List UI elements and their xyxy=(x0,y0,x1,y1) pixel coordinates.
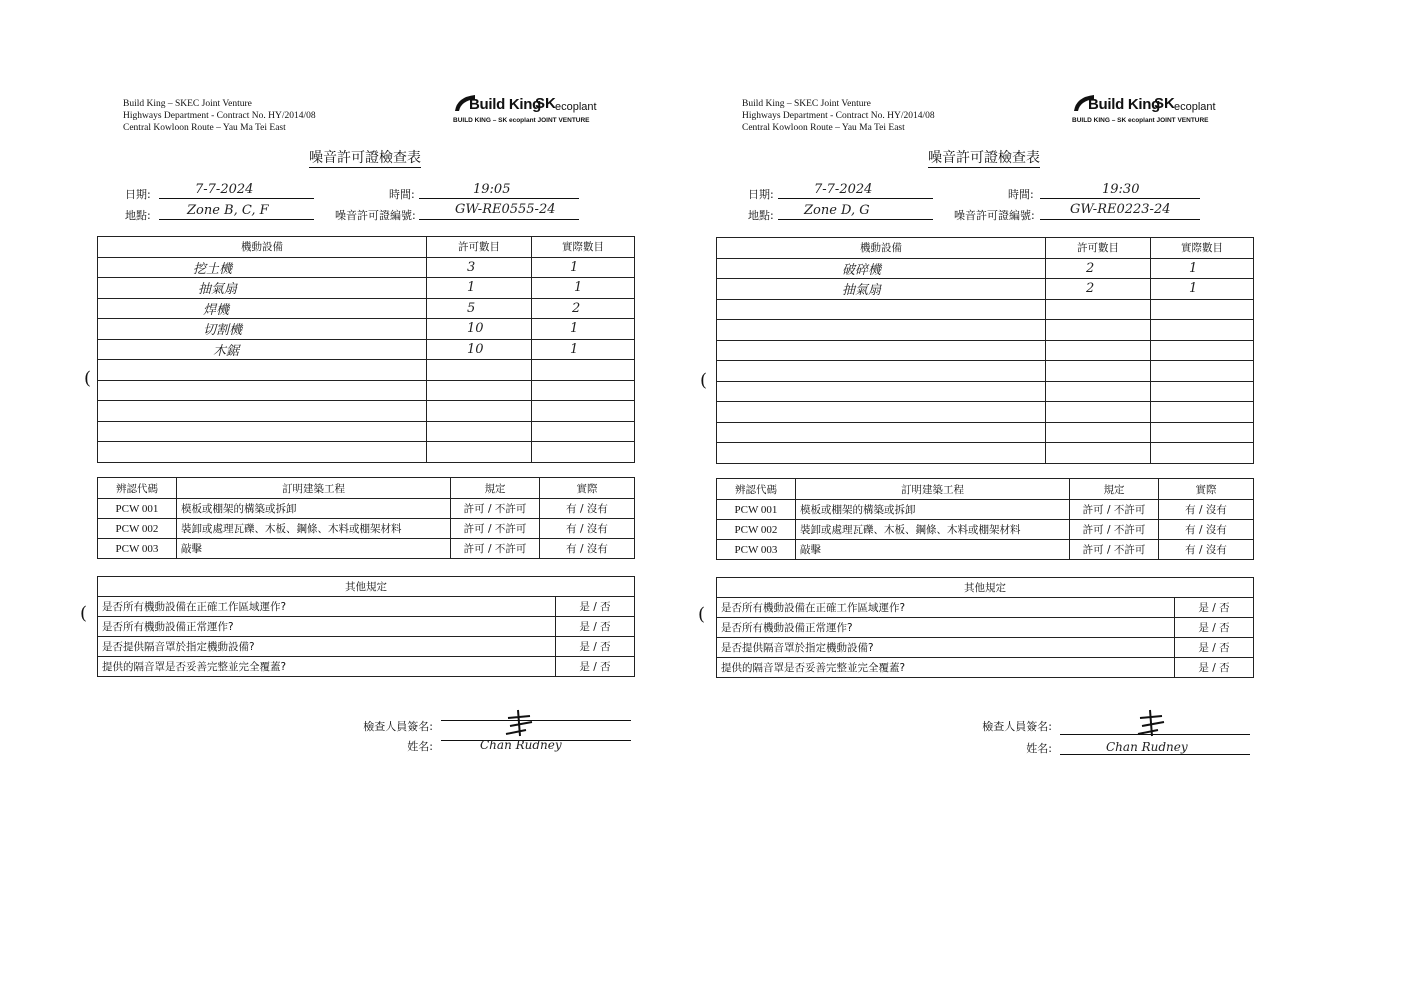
header-line-2: Highways Department - Contract No. HY/2014/08 xyxy=(742,111,935,121)
time-value: 19:05 xyxy=(473,182,511,197)
table-row xyxy=(98,360,635,381)
col-permitted: 許可數目 xyxy=(427,237,532,258)
table-row xyxy=(717,320,1254,341)
name-label: 姓名: xyxy=(407,740,433,753)
permit-label: 噪音許可證編號: xyxy=(954,209,1035,222)
equipment-table xyxy=(716,237,1254,464)
table-row xyxy=(98,421,635,442)
table-row: 是否所有機動設備在正確工作區域運作? 是 / 否 xyxy=(717,598,1254,618)
col-code: 辨認代碼 xyxy=(717,479,796,500)
table-row: 是否所有機動設備正常運作? 是 / 否 xyxy=(98,617,635,637)
pcw-header-row xyxy=(717,479,1254,500)
col-rule: 規定 xyxy=(1070,479,1159,500)
col-equipment: 機動設備 xyxy=(98,237,427,258)
col-real: 實際 xyxy=(540,478,635,499)
header-line-1: Build King – SKEC Joint Venture xyxy=(742,99,871,109)
checklist-form-1 xyxy=(95,0,655,993)
signature-mark-icon xyxy=(1132,708,1172,738)
col-rule: 規定 xyxy=(451,478,540,499)
col-permitted: 許可數目 xyxy=(1046,238,1151,259)
header-line-2: Highways Department - Contract No. HY/2014/08 xyxy=(123,111,316,121)
col-work: 訂明建築工程 xyxy=(177,478,451,499)
col-equipment: 機動設備 xyxy=(717,238,1046,259)
name-line xyxy=(1060,754,1250,755)
table-row: 是否所有機動設備在正確工作區域運作? 是 / 否 xyxy=(98,597,635,617)
other-title: 其他規定 xyxy=(98,577,635,597)
table-row: 木鋸 10 1 xyxy=(98,339,635,360)
table-row: 焊機 5 2 xyxy=(98,298,635,319)
table-row: PCW 003 敲擊 許可 / 不許可 有 / 沒有 xyxy=(98,539,635,559)
company-header xyxy=(742,98,935,134)
header-line-3: Central Kowloon Route – Yau Ma Tei East xyxy=(742,123,905,133)
table-row: PCW 002 裝卸或處理瓦礫、木板、鋼條、木料或棚架材料 許可 / 不許可 有 / 沒有 xyxy=(98,519,635,539)
table-row xyxy=(717,381,1254,402)
punch-mark-icon: ( xyxy=(80,603,88,624)
date-value: 7-7-2024 xyxy=(195,182,254,197)
time-label: 時間: xyxy=(1008,188,1034,201)
col-code: 辨認代碼 xyxy=(98,478,177,499)
table-row: PCW 001 模板或棚架的構築或拆卸 許可 / 不許可 有 / 沒有 xyxy=(98,499,635,519)
time-label: 時間: xyxy=(389,188,415,201)
table-row: 挖土機 3 1 xyxy=(98,257,635,278)
table-row xyxy=(717,422,1254,443)
col-actual: 實際數目 xyxy=(1151,238,1254,259)
other-title: 其他規定 xyxy=(717,578,1254,598)
table-row: 是否所有機動設備正常運作? 是 / 否 xyxy=(717,618,1254,638)
header-line-3: Central Kowloon Route – Yau Ma Tei East xyxy=(123,123,286,133)
table-row: PCW 003 敲擊 許可 / 不許可 有 / 沒有 xyxy=(717,540,1254,560)
table-row: 切割機 10 1 xyxy=(98,319,635,340)
build-king-logo: Build King SK ecoplant BUILD KING – SK ecoplant JOINT VENTURE xyxy=(453,95,597,124)
permit-value: GW-RE0555-24 xyxy=(455,202,556,217)
location-value: Zone B, C, F xyxy=(187,203,269,218)
other-header-row xyxy=(98,577,635,597)
name-label: 姓名: xyxy=(1026,742,1052,755)
col-work: 訂明建築工程 xyxy=(796,479,1070,500)
col-actual: 實際數目 xyxy=(532,237,635,258)
other-requirements-table xyxy=(97,576,635,677)
date-label: 日期: xyxy=(748,188,774,201)
location-label: 地點: xyxy=(125,209,151,222)
table-row xyxy=(717,402,1254,423)
date-label: 日期: xyxy=(125,188,151,201)
table-row xyxy=(98,401,635,422)
equipment-table xyxy=(97,236,635,463)
location-value: Zone D, G xyxy=(804,203,870,218)
table-row: 提供的隔音罩是否妥善完整並完全覆蓋? 是 / 否 xyxy=(98,657,635,677)
pcw-table xyxy=(716,478,1254,560)
table-row xyxy=(98,442,635,463)
punch-mark-icon: ( xyxy=(700,370,708,391)
header-line-1: Build King – SKEC Joint Venture xyxy=(123,99,252,109)
other-requirements-table xyxy=(716,577,1254,678)
pcw-table xyxy=(97,477,635,559)
permit-label: 噪音許可證編號: xyxy=(335,209,416,222)
table-row: 破碎機 2 1 xyxy=(717,258,1254,279)
other-header-row xyxy=(717,578,1254,598)
inspector-name: Chan Rudney xyxy=(1106,740,1188,754)
time-value: 19:30 xyxy=(1102,182,1140,197)
table-row xyxy=(717,299,1254,320)
punch-mark-icon: ( xyxy=(84,368,92,389)
build-king-logo: Build King SK ecoplant BUILD KING – SK ecoplant JOINT VENTURE xyxy=(1072,95,1216,124)
table-row: PCW 002 裝卸或處理瓦礫、木板、鋼條、木料或棚架材料 許可 / 不許可 有 / 沒有 xyxy=(717,520,1254,540)
location-label: 地點: xyxy=(748,209,774,222)
table-row: 提供的隔音罩是否妥善完整並完全覆蓋? 是 / 否 xyxy=(717,658,1254,678)
signature-mark-icon xyxy=(500,708,540,738)
equipment-header-row xyxy=(717,238,1254,259)
punch-mark-icon: ( xyxy=(698,604,706,625)
col-real: 實際 xyxy=(1159,479,1254,500)
inspector-name: Chan Rudney xyxy=(480,738,562,752)
table-row: 抽氣扇 2 1 xyxy=(717,279,1254,300)
table-row xyxy=(717,443,1254,464)
date-value: 7-7-2024 xyxy=(814,182,873,197)
table-row: 是否提供隔音罩於指定機動設備? 是 / 否 xyxy=(98,637,635,657)
form-title: 噪音許可證檢查表 xyxy=(309,150,421,166)
form-title: 噪音許可證檢查表 xyxy=(928,150,1040,166)
table-row xyxy=(98,380,635,401)
inspector-signature-label: 檢查人員簽名: xyxy=(982,720,1052,733)
table-row: 抽氣扇 1 1 xyxy=(98,278,635,299)
company-header xyxy=(123,98,316,134)
table-row: 是否提供隔音罩於指定機動設備? 是 / 否 xyxy=(717,638,1254,658)
equipment-header-row xyxy=(98,237,635,258)
table-row xyxy=(717,361,1254,382)
table-row xyxy=(717,340,1254,361)
permit-value: GW-RE0223-24 xyxy=(1070,202,1171,217)
pcw-header-row xyxy=(98,478,635,499)
inspector-signature-label: 檢查人員簽名: xyxy=(363,720,433,733)
table-row: PCW 001 模板或棚架的構築或拆卸 許可 / 不許可 有 / 沒有 xyxy=(717,500,1254,520)
checklist-form-2 xyxy=(714,0,1274,993)
